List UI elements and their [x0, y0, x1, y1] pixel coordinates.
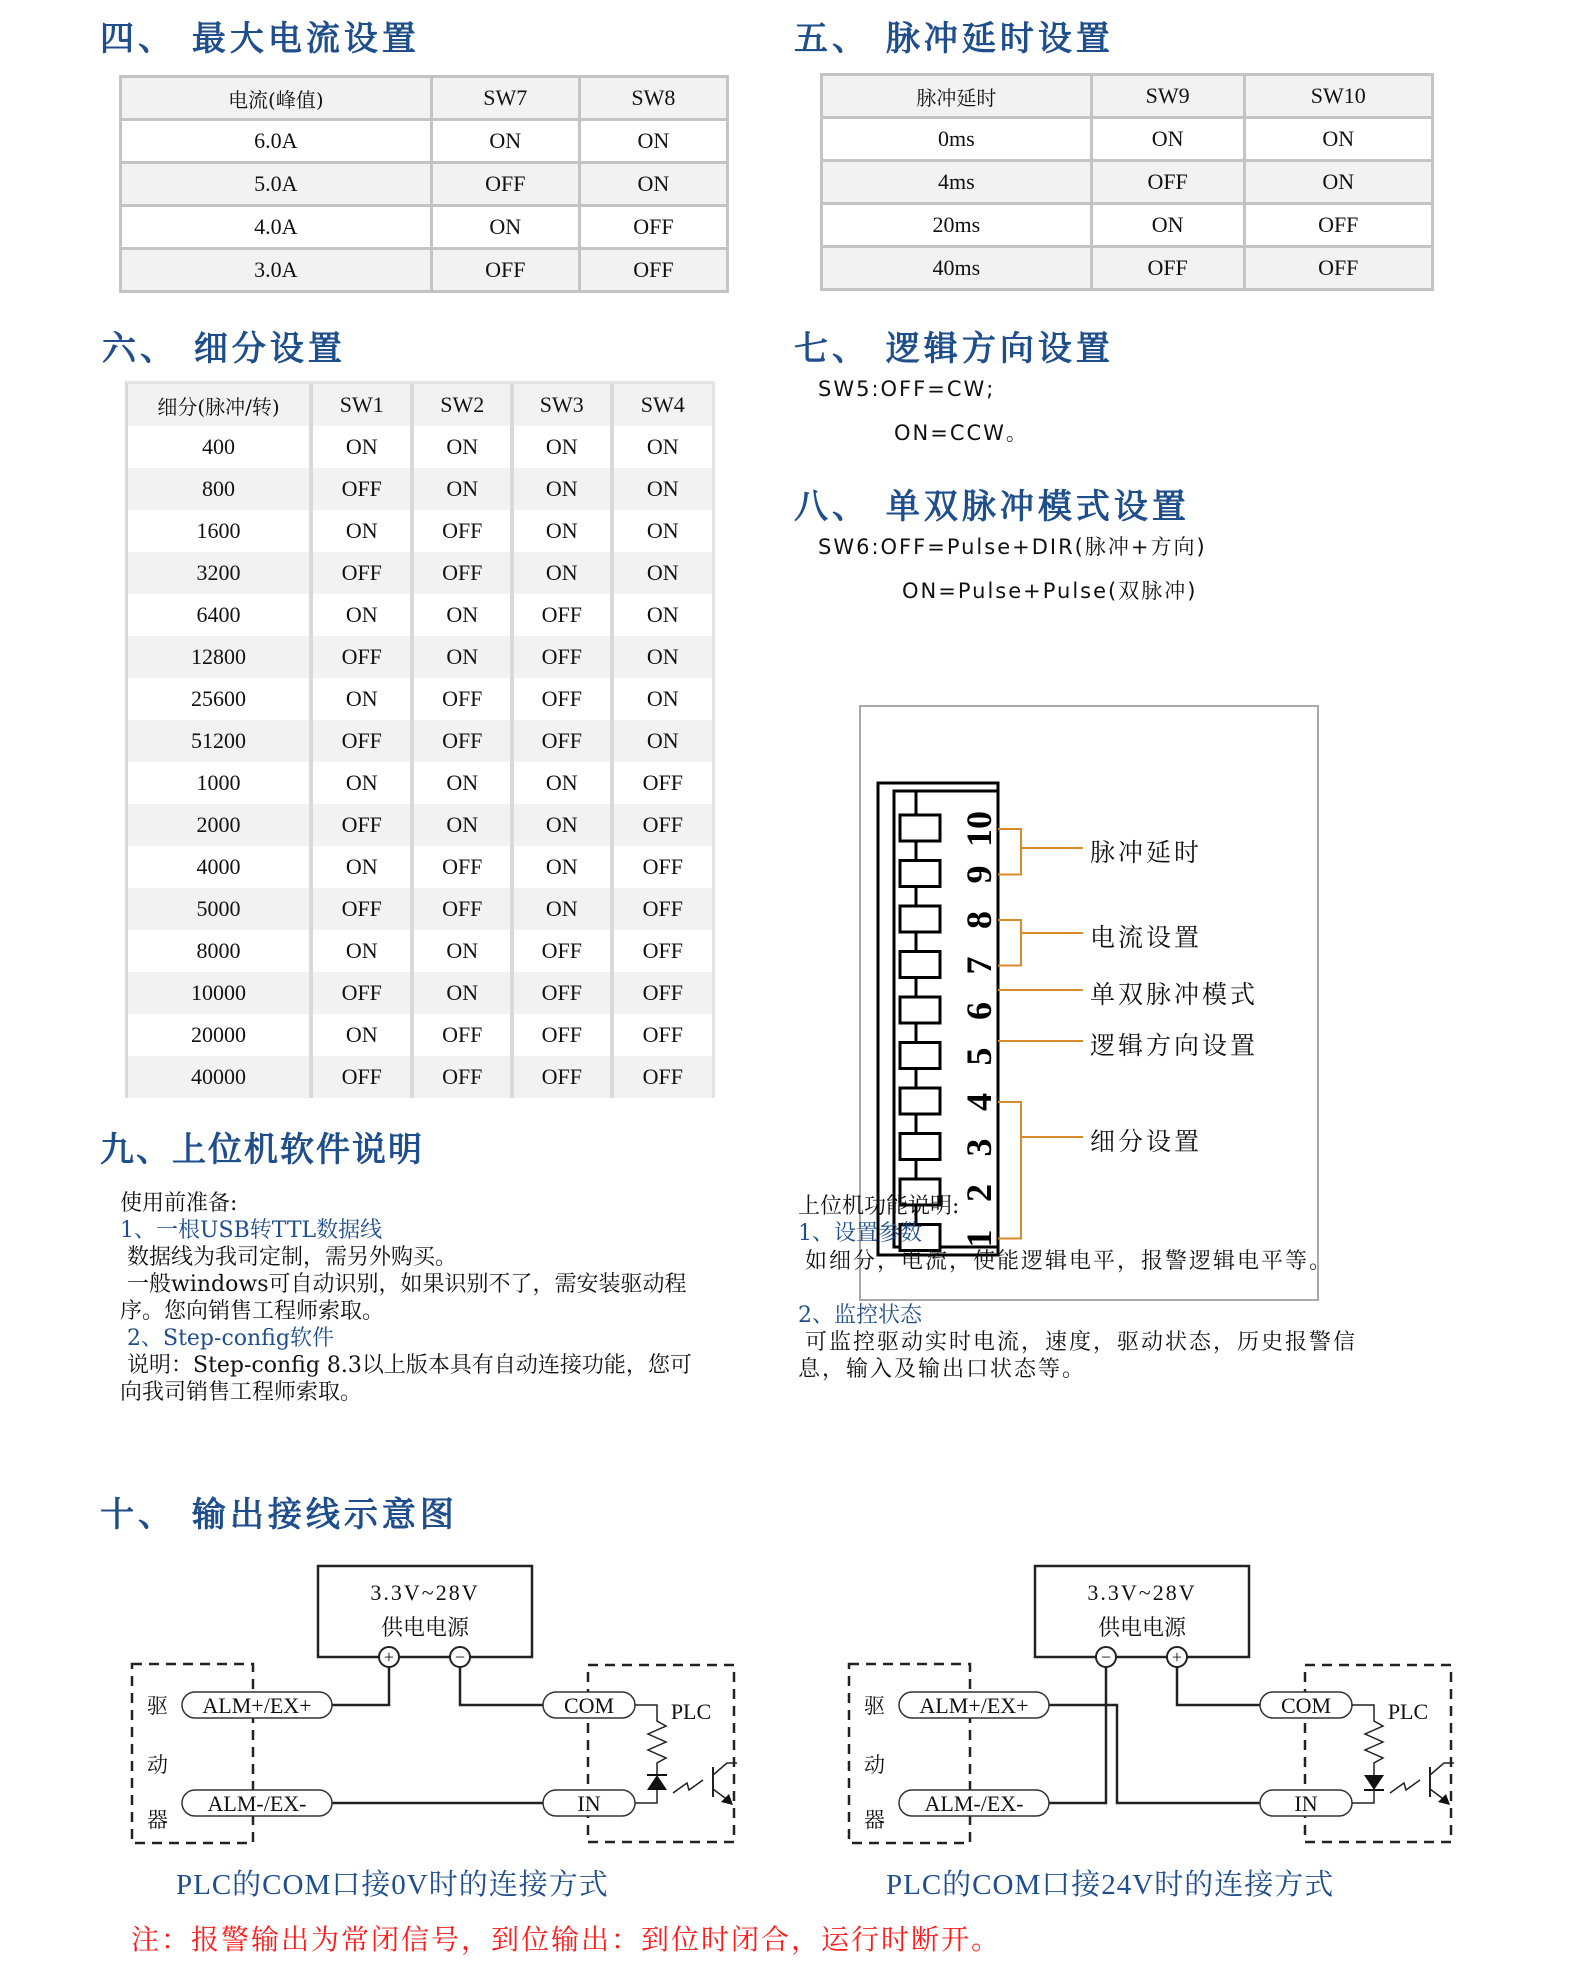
plc-label: PLC [1387, 1699, 1429, 1724]
table-row [128, 930, 712, 972]
table-cell: OFF [612, 1056, 712, 1098]
table-cell: OFF [311, 804, 412, 846]
table-cell: OFF [311, 468, 412, 510]
alm-minus-terminal-label: ALM-/EX- [207, 1791, 307, 1816]
table-row [128, 636, 712, 678]
table-row [121, 249, 728, 292]
section-title-output-wiring: 十、 输出接线示意图 [100, 1495, 458, 1535]
table-header-cell: 电流(峰值) [121, 77, 432, 120]
table-header-cell: SW10 [1244, 75, 1433, 118]
table-cell: ON [431, 120, 579, 163]
table-cell: 400 [128, 426, 311, 468]
driver-label-char: 动 [864, 1753, 885, 1777]
table-cell: 10000 [128, 972, 311, 1014]
table-row [128, 426, 712, 468]
direction-line-2: ON=CCW。 [894, 421, 1029, 445]
driver-label-char: 驱 [864, 1694, 885, 1718]
pulse-mode-line-2: ON=Pulse+Pulse(双脉冲) [902, 579, 1198, 603]
table-row [128, 720, 712, 762]
dip-switch-lever [900, 1043, 940, 1069]
func-item-1: 1、设置参数 [798, 1221, 922, 1246]
table-row [128, 594, 712, 636]
table-cell: ON [412, 426, 512, 468]
table-cell: OFF [612, 1014, 712, 1056]
dip-switch-number: 6 [959, 1002, 999, 1020]
supply-label: 供电电源 [1097, 1615, 1187, 1640]
table-cell: 8000 [128, 930, 311, 972]
diode-to-in-wire [1352, 1790, 1374, 1803]
table-row [822, 118, 1433, 161]
supply-terminal-right-sign: + [1171, 1647, 1183, 1667]
table-cell: OFF [1244, 204, 1433, 247]
table-row [128, 510, 712, 552]
table-cell: ON [612, 678, 712, 720]
table-cell: ON [579, 120, 727, 163]
table-cell: OFF [579, 249, 727, 292]
dip-switch-lever [900, 861, 940, 887]
dip-switch-lever [900, 1088, 940, 1114]
led-diode-icon [647, 1775, 667, 1790]
section-title-max-current: 四、 最大电流设置 [100, 19, 420, 59]
dip-switch-number: 8 [959, 911, 999, 929]
section-title-pulse-mode: 八、 单双脉冲模式设置 [794, 487, 1190, 527]
table-cell: OFF [579, 206, 727, 249]
table-cell: ON [412, 636, 512, 678]
microstep-table-frame [125, 381, 715, 1098]
table-cell: ON [612, 510, 712, 552]
driver-label-char: 器 [864, 1808, 885, 1832]
table-cell: OFF [512, 1056, 612, 1098]
caption-com-24v: PLC的COM口接24V时的连接方式 [886, 1869, 1335, 1901]
table-cell: ON [612, 426, 712, 468]
dip-switch-number: 2 [959, 1184, 999, 1202]
microstep-table [128, 384, 712, 1098]
table-row [822, 161, 1433, 204]
wire-alm-plus-to-in [1049, 1705, 1260, 1803]
resistor-icon [635, 1705, 666, 1775]
table-cell: 3200 [128, 552, 311, 594]
plc-label: PLC [670, 1699, 712, 1724]
led-diode-icon [1364, 1775, 1384, 1790]
table-cell: ON [612, 636, 712, 678]
table-header-cell: SW1 [311, 384, 412, 426]
alm-minus-terminal-label: ALM-/EX- [924, 1791, 1024, 1816]
table-cell: OFF [1091, 247, 1244, 290]
table-cell: ON [1244, 118, 1433, 161]
section-title-pulse-delay: 五、 脉冲延时设置 [794, 19, 1114, 59]
table-cell: ON [311, 846, 412, 888]
table-cell: ON [579, 163, 727, 206]
table-row [121, 206, 728, 249]
table-cell: 3.0A [121, 249, 432, 292]
table-row [128, 846, 712, 888]
table-header-row [822, 75, 1433, 118]
table-cell: ON [512, 468, 612, 510]
table-row [128, 1056, 712, 1098]
table-cell: OFF [612, 846, 712, 888]
dip-label-pulse-mode: 单双脉冲模式 [1090, 980, 1259, 1009]
dip-label-current: 电流设置 [1090, 923, 1203, 952]
table-cell: ON [311, 930, 412, 972]
table-cell: OFF [431, 163, 579, 206]
prep-item-1-desc-2b: 序。您向销售工程师索取。 [120, 1299, 385, 1324]
table-row [128, 888, 712, 930]
wiring-diagram-com-24v [837, 1555, 1477, 1855]
table-cell: 4ms [822, 161, 1092, 204]
table-cell: ON [612, 720, 712, 762]
table-cell: 5000 [128, 888, 311, 930]
table-cell: OFF [311, 1056, 412, 1098]
table-header-cell: 脉冲延时 [822, 75, 1092, 118]
table-cell: 20ms [822, 204, 1092, 247]
table-cell: OFF [311, 888, 412, 930]
dip-switch-lever [900, 906, 940, 932]
table-cell: OFF [412, 1014, 512, 1056]
dip-switch-lever [900, 952, 940, 978]
func-item-2-desc-a: 可监控驱动实时电流，速度，驱动状态，历史报警信 [805, 1330, 1358, 1355]
dip-label-microstep: 细分设置 [1090, 1127, 1203, 1156]
table-cell: 0ms [822, 118, 1092, 161]
table-cell: 12800 [128, 636, 311, 678]
table-cell: OFF [311, 972, 412, 1014]
table-cell: ON [512, 426, 612, 468]
prep-heading: 使用前准备: [120, 1191, 238, 1216]
table-header-cell: SW7 [431, 77, 579, 120]
prep-item-2-desc-a: 说明：Step-config 8.3以上版本具有自动连接功能，您可 [127, 1353, 692, 1378]
table-cell: ON [431, 206, 579, 249]
table-row [128, 804, 712, 846]
table-cell: OFF [612, 888, 712, 930]
pulse-delay-bracket [998, 829, 1021, 875]
table-cell: ON [1091, 118, 1244, 161]
prep-item-2: 2、Step-config软件 [127, 1326, 334, 1351]
table-cell: OFF [412, 678, 512, 720]
table-cell: OFF [512, 594, 612, 636]
in-terminal-label: IN [577, 1791, 601, 1816]
table-row [128, 762, 712, 804]
table-cell: OFF [612, 972, 712, 1014]
table-cell: OFF [311, 720, 412, 762]
light-emission-icon [673, 1780, 703, 1793]
table-cell: ON [311, 510, 412, 552]
table-cell: ON [1244, 161, 1433, 204]
table-header-cell: 细分(脉冲/转) [128, 384, 311, 426]
table-header-cell: SW2 [412, 384, 512, 426]
table-header-cell: SW9 [1091, 75, 1244, 118]
table-header-cell: SW3 [512, 384, 612, 426]
table-cell: ON [612, 468, 712, 510]
com-terminal-label: COM [1280, 1693, 1332, 1718]
table-cell: ON [512, 846, 612, 888]
func-heading: 上位机功能说明: [798, 1194, 960, 1219]
table-cell: 1000 [128, 762, 311, 804]
supply-terminal-left-sign: + [383, 1647, 395, 1667]
table-header-cell: SW4 [612, 384, 712, 426]
caption-com-0v: PLC的COM口接0V时的连接方式 [176, 1869, 609, 1901]
table-cell: ON [311, 1014, 412, 1056]
driver-label-char: 驱 [147, 1694, 168, 1718]
table-cell: OFF [612, 762, 712, 804]
table-cell: OFF [412, 1056, 512, 1098]
supply-voltage: 3.3V~28V [370, 1580, 480, 1605]
prep-item-1: 1、一根USB转TTL数据线 [120, 1218, 383, 1243]
section-title-direction: 七、 逻辑方向设置 [794, 329, 1114, 369]
table-cell: 2000 [128, 804, 311, 846]
driver-label-char: 动 [147, 1753, 168, 1777]
table-cell: ON [512, 762, 612, 804]
func-item-2: 2、监控状态 [798, 1303, 922, 1328]
table-cell: OFF [612, 930, 712, 972]
func-item-1-desc: 如细分，电流，使能逻辑电平，报警逻辑电平等。 [805, 1249, 1334, 1274]
table-cell: OFF [412, 510, 512, 552]
dip-label-pulse-delay: 脉冲延时 [1090, 838, 1203, 867]
func-item-2-desc-b: 息，输入及输出口状态等。 [798, 1357, 1087, 1382]
section-title-microstep: 六、 细分设置 [102, 329, 346, 369]
prep-item-1-desc-2a: 一般windows可自动识别，如果识别不了，需安装驱动程 [127, 1272, 687, 1297]
table-cell: ON [412, 762, 512, 804]
table-cell: ON [512, 552, 612, 594]
dip-switch-lever [900, 815, 940, 841]
pulse-delay-table [820, 73, 1434, 291]
dip-switch-number: 3 [959, 1138, 999, 1157]
table-cell: OFF [512, 1014, 612, 1056]
table-row [822, 247, 1433, 290]
table-row [128, 678, 712, 720]
light-emission-icon [1390, 1780, 1420, 1793]
table-cell: ON [1091, 204, 1244, 247]
table-cell: OFF [412, 888, 512, 930]
table-cell: ON [412, 930, 512, 972]
table-cell: OFF [1091, 161, 1244, 204]
dip-switch-number: 9 [959, 865, 999, 884]
table-cell: OFF [311, 636, 412, 678]
table-row [128, 972, 712, 1014]
supply-terminal-left-sign: − [1100, 1647, 1112, 1667]
dip-label-direction: 逻辑方向设置 [1090, 1031, 1259, 1060]
table-cell: OFF [412, 846, 512, 888]
dip-switch-number: 4 [959, 1093, 999, 1111]
microstep-bracket [998, 1102, 1021, 1239]
table-cell: ON [311, 594, 412, 636]
wire-alm-minus-to-supply-minus [1049, 1667, 1106, 1803]
table-cell: OFF [512, 972, 612, 1014]
direction-line-1: SW5:OFF=CW; [818, 377, 996, 401]
prep-item-2-desc-b: 向我司销售工程师索取。 [120, 1380, 363, 1405]
alm-plus-terminal-label: ALM+/EX+ [919, 1693, 1029, 1718]
supply-label: 供电电源 [380, 1615, 470, 1640]
alm-plus-terminal-label: ALM+/EX+ [202, 1693, 312, 1718]
table-cell: 40ms [822, 247, 1092, 290]
table-cell: 6.0A [121, 120, 432, 163]
table-cell: 51200 [128, 720, 311, 762]
resistor-icon [1352, 1705, 1383, 1775]
table-row [822, 204, 1433, 247]
table-row [128, 1014, 712, 1056]
wiring-diagram-com-0v [120, 1555, 760, 1855]
com-terminal-label: COM [563, 1693, 615, 1718]
table-cell: 6400 [128, 594, 311, 636]
supply-voltage: 3.3V~28V [1087, 1580, 1197, 1605]
table-header-cell: SW8 [579, 77, 727, 120]
table-cell: ON [612, 552, 712, 594]
supply-terminal-right-sign: − [454, 1647, 466, 1667]
table-cell: ON [512, 510, 612, 552]
table-cell: OFF [512, 678, 612, 720]
wire-supply-minus-to-com [460, 1667, 543, 1705]
section-title-software: 九、上位机软件说明 [100, 1130, 424, 1170]
table-cell: OFF [412, 720, 512, 762]
alarm-output-note: 注：报警输出为常闭信号，到位输出：到位时闭合，运行时断开。 [131, 1923, 1002, 1956]
table-cell: ON [311, 762, 412, 804]
table-cell: ON [412, 468, 512, 510]
table-cell: OFF [412, 552, 512, 594]
prep-item-1-desc: 数据线为我司定制，需另外购买。 [127, 1245, 458, 1270]
current-bracket [998, 920, 1021, 966]
table-cell: 25600 [128, 678, 311, 720]
table-cell: ON [311, 426, 412, 468]
table-cell: ON [311, 678, 412, 720]
table-row [121, 163, 728, 206]
table-cell: OFF [512, 720, 612, 762]
table-cell: 5.0A [121, 163, 432, 206]
pulse-mode-line-1: SW6:OFF=Pulse+DIR(脉冲+方向) [818, 535, 1207, 559]
table-cell: OFF [612, 804, 712, 846]
table-cell: 1600 [128, 510, 311, 552]
wire-alm-plus-to-supply-plus [332, 1667, 389, 1705]
table-cell: ON [512, 804, 612, 846]
dip-switch-number: 7 [959, 956, 999, 975]
table-header-row [128, 384, 712, 426]
table-cell: ON [412, 972, 512, 1014]
table-cell: OFF [311, 552, 412, 594]
table-cell: 800 [128, 468, 311, 510]
max-current-table [119, 75, 729, 293]
table-cell: OFF [512, 636, 612, 678]
diode-to-in-wire [635, 1790, 657, 1803]
table-cell: 4000 [128, 846, 311, 888]
table-cell: 20000 [128, 1014, 311, 1056]
dip-switch-number: 5 [959, 1047, 999, 1066]
table-cell: OFF [512, 930, 612, 972]
table-header-row [121, 77, 728, 120]
table-row [128, 552, 712, 594]
table-cell: ON [612, 594, 712, 636]
table-cell: ON [412, 594, 512, 636]
dip-switch-lever [900, 997, 940, 1023]
table-cell: ON [512, 888, 612, 930]
table-cell: OFF [1244, 247, 1433, 290]
wire-supply-plus-to-com [1177, 1667, 1260, 1705]
table-cell: ON [412, 804, 512, 846]
table-cell: 4.0A [121, 206, 432, 249]
table-cell: OFF [431, 249, 579, 292]
table-row [128, 468, 712, 510]
dip-switch-number: 10 [959, 811, 999, 847]
table-row [121, 120, 728, 163]
dip-switch-lever [900, 1134, 940, 1160]
in-terminal-label: IN [1294, 1791, 1318, 1816]
dip-switch-number: 1 [959, 1229, 999, 1248]
table-cell: 40000 [128, 1056, 311, 1098]
driver-label-char: 器 [147, 1808, 168, 1832]
